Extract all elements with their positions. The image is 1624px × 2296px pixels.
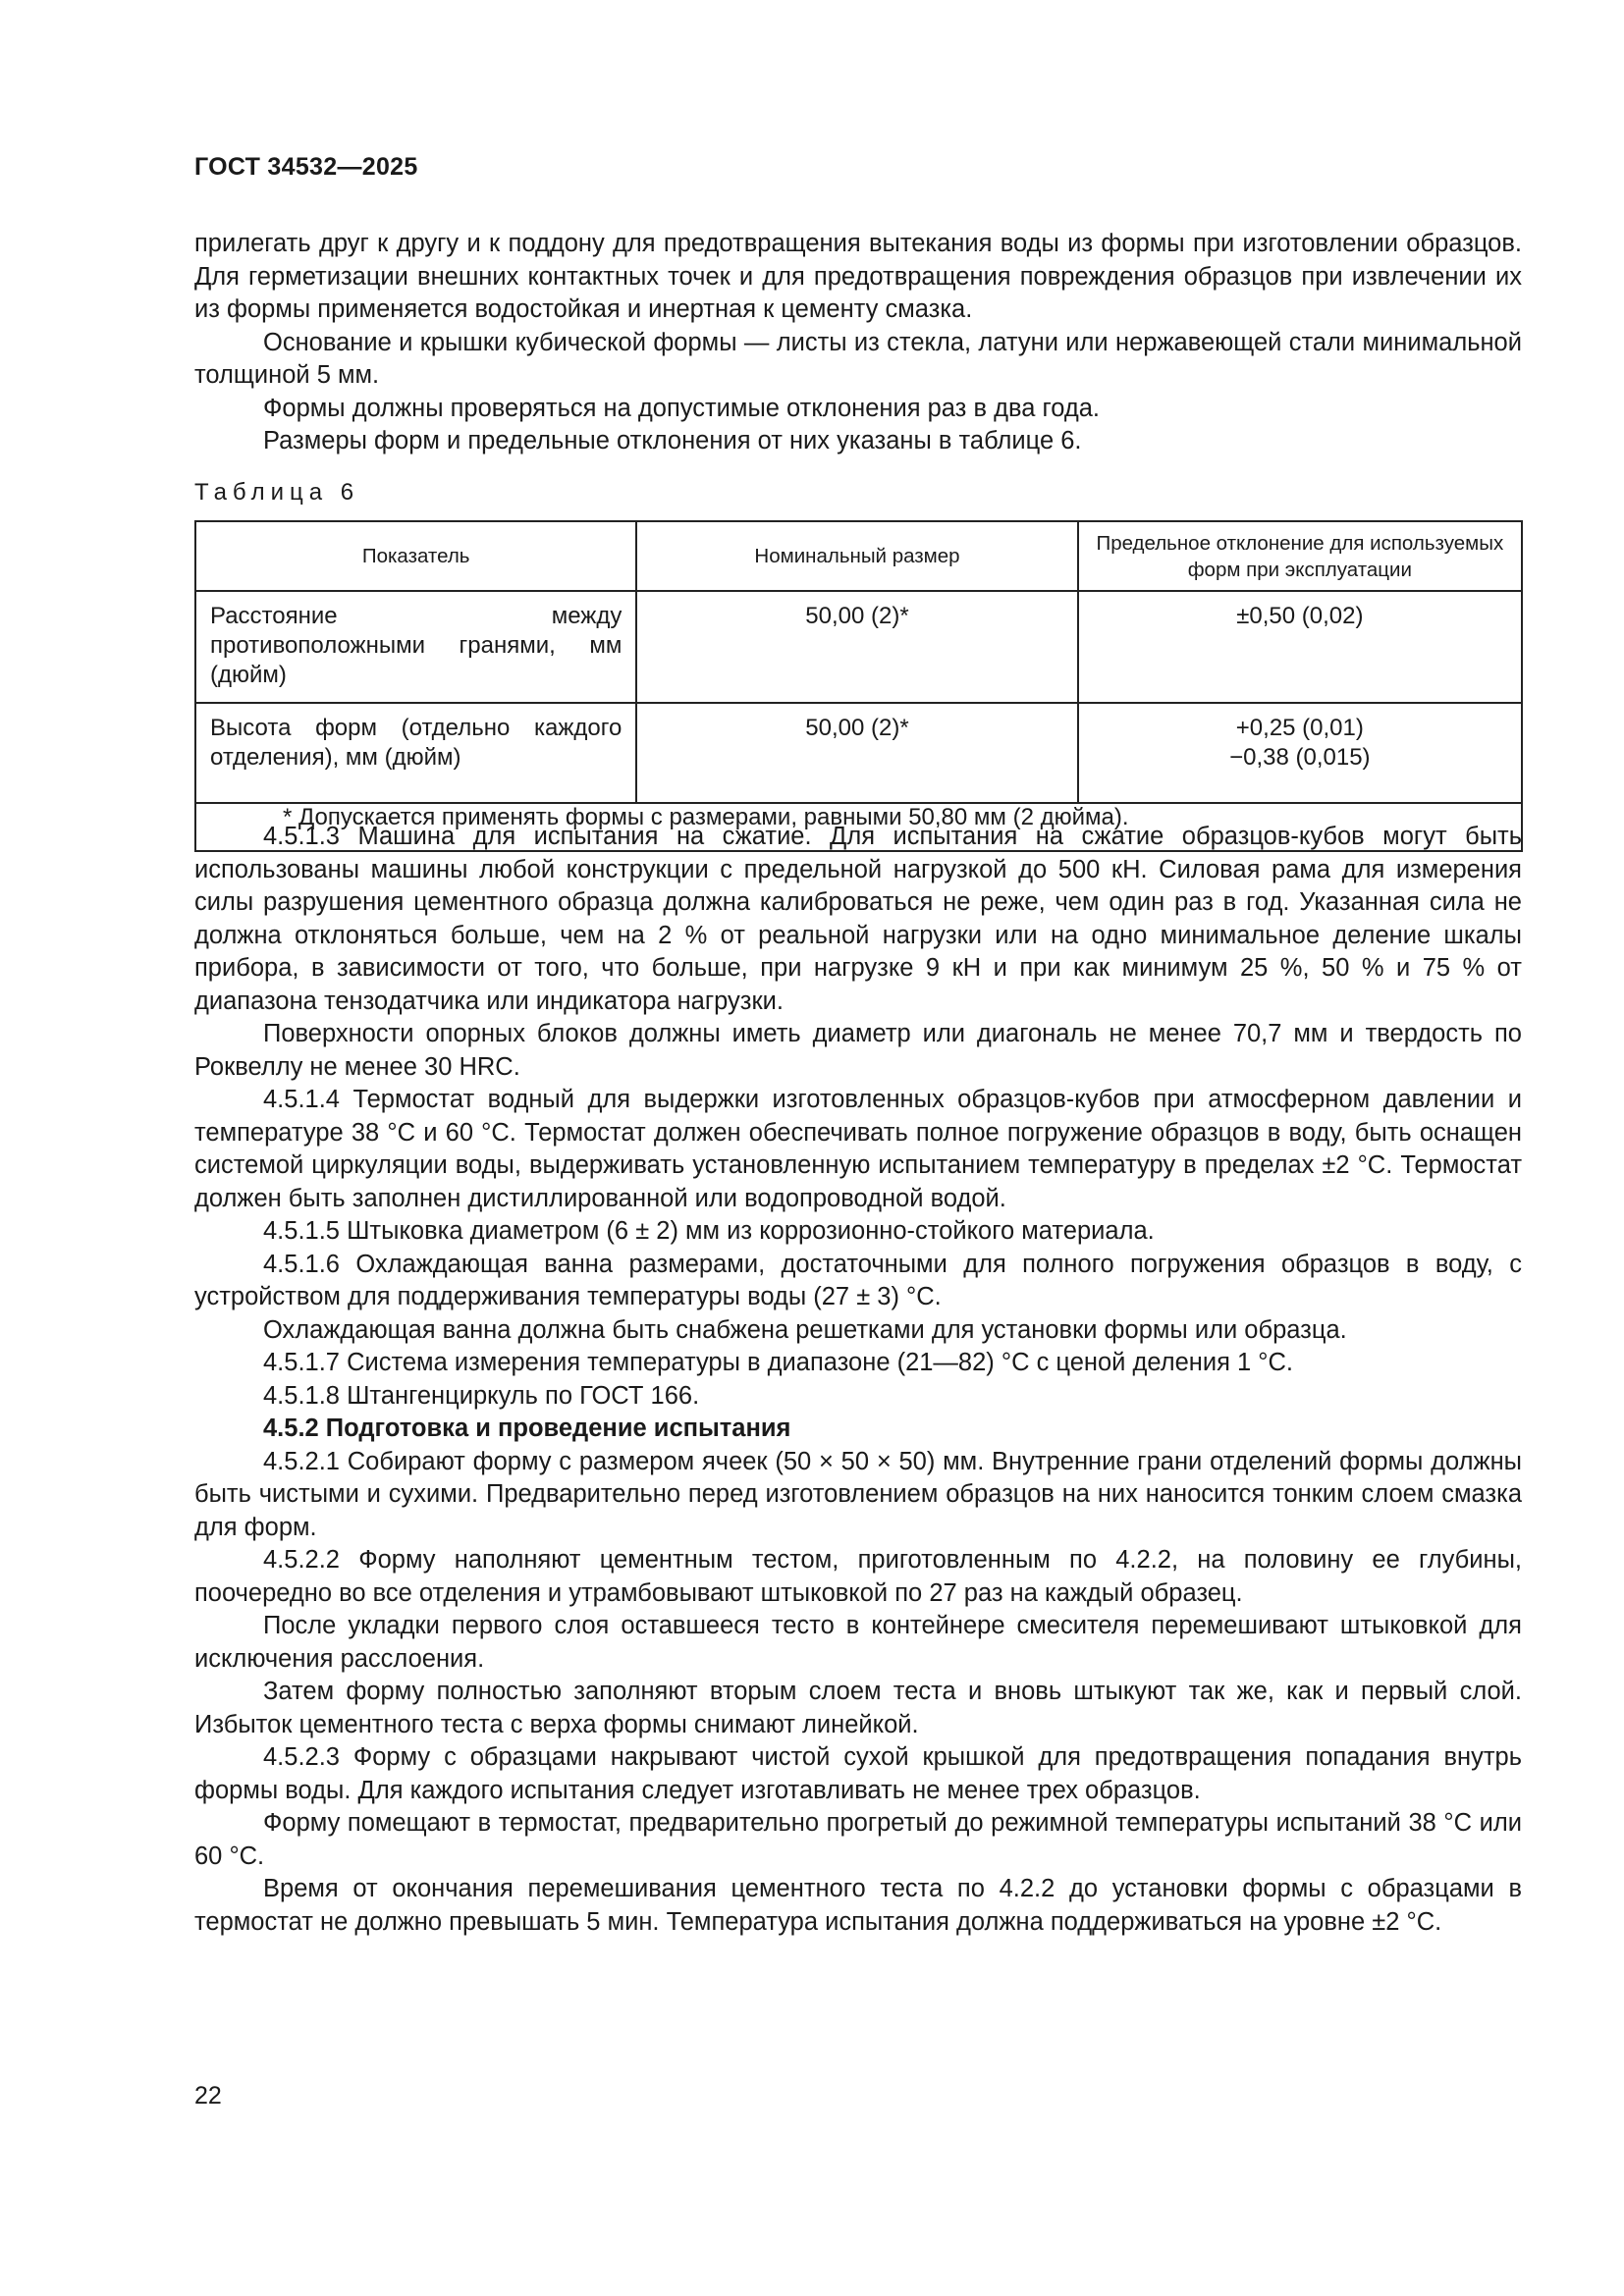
paragraph: Охлаждающая ванна должна быть снабжена решетками для установки формы или образца. [263,1315,1347,1344]
section-heading: 4.5.2 Подготовка и проведение испытания [263,1415,791,1442]
paragraph: 4.5.2.2 Форму наполняют цементным тестом, приготовленным по 4.2.2, на половину ее глубины, поочередно во все отделения и утрамбовывают штыковкой по 27 раз на каждый образец. [194,1546,1522,1607]
deviation-value-upper: +0,25 (0,01) [1235,715,1364,741]
page-number: 22 [194,2082,222,2109]
cell-nominal: 50,00 (2)* [636,591,1077,703]
table-footnote: * Допускается применять формы с размерами, равными 50,80 мм (2 дюйма). [195,803,1522,851]
dimensions-table [194,520,1523,852]
deviation-value-lower: −0,38 (0,015) [1229,744,1371,771]
body-text [194,821,1522,1939]
cell-indicator: Высота форм (отдельно каждого отделения), мм (дюйм) [195,703,636,803]
header-nominal: Номинальный размер [636,521,1077,591]
paragraph: 4.5.1.6 Охлаждающая ванна размерами, достаточными для полного погружения образцов в воду, с устройством для поддерживания температуры воды (27 ± 3) °С. [194,1250,1522,1310]
page-header: ГОСТ 34532—2025 [194,153,418,181]
paragraph: Размеры форм и предельные отклонения от них указаны в таблице 6. [263,427,1082,454]
paragraph: Формы должны проверяться на допустимые отклонения раз в два года. [263,394,1101,422]
table-row [195,591,1522,703]
paragraph: прилегать друг к другу и к поддону для предотвращения вытекания воды из формы при изготовлении образцов. Для герметизации внешних контактных точек и для предотвращения повреждения образцов при извлечении их из формы применяется водостойкая и инертная к цементу смазка. [194,230,1522,323]
paragraph: Время от окончания перемешивания цементного теста по 4.2.2 до установки формы с образцами в термостат не должно превышать 5 мин. Температура испытания должна поддерживаться на уровне ±2 °С. [194,1875,1522,1936]
paragraph: После укладки первого слоя оставшееся тесто в контейнере смесителя перемешивают штыковкой для исключения расслоения. [194,1612,1522,1673]
paragraph: Основание и крышки кубической формы — листы из стекла, латуни или нержавеющей стали минимальной толщиной 5 мм. [194,328,1522,389]
cell-deviation [1078,703,1522,803]
table-caption: Таблица 6 [194,479,360,506]
paragraph: Затем форму полностью заполняют вторым слоем теста и вновь штыкуют так же, как и первый слой. Избыток цементного теста с верха формы снимают линейкой. [194,1678,1522,1738]
header-deviation-text: Предельное отклонение для используемых форм при эксплуатации [1096,531,1504,581]
cell-deviation [1078,591,1522,703]
cell-nominal: 50,00 (2)* [636,703,1077,803]
paragraph: 4.5.1.3 Машина для испытания на сжатие. Для испытания на сжатие образцов-кубов могут быть использованы машины любой конструкции с предельной нагрузкой до 500 кН. Силовая рама для измерения силы разрушения цементного образца должна калиброваться не реже, чем один раз в год. Указанная сила не должна отклоняться больше, чем на 2 % от реальной нагрузки или на одно минимальное деление шкалы прибора, в зависимости от того, что больше, при нагрузке 9 кН и при как минимум 25 %, 50 % и 75 % от диапазона тензодатчика или индикатора нагрузки. [194,823,1522,1015]
paragraph: Поверхности опорных блоков должны иметь диаметр или диагональ не менее 70,7 мм и твердость по Роквеллу не менее 30 HRC. [194,1020,1522,1081]
paragraph: 4.5.1.4 Термостат водный для выдержки изготовленных образцов-кубов при атмосферном давлении и температуре 38 °С и 60 °С. Термостат должен обеспечивать полное погружение образцов в воду, быть оснащен системой циркуляции воды, выдерживать установленную испытанием температуру в пределах ±2 °С. Термостат должен быть заполнен дистиллированной или водопроводной водой. [194,1086,1522,1212]
header-indicator: Показатель [195,521,636,591]
table-header-row [195,521,1522,591]
paragraph: 4.5.2.1 Собирают форму с размером ячеек (50 × 50 × 50) мм. Внутренние грани отделений формы должны быть чистыми и сухими. Предварительно перед изготовлением образцов на них наносится тонким слоем смазка для форм. [194,1447,1522,1541]
table-row [195,703,1522,803]
paragraph: 4.5.2.3 Форму с образцами накрывают чистой сухой крышкой для предотвращения попадания внутрь формы воды. Для каждого испытания следует изготавливать не менее трех образцов. [194,1743,1522,1804]
intro-text [194,228,1522,458]
header-deviation [1078,521,1522,591]
paragraph: Форму помещают в термостат, предварительно прогретый до режимной температуры испытаний 38 °С или 60 °С. [194,1809,1522,1870]
deviation-value: ±0,50 (0,02) [1236,603,1364,629]
paragraph: 4.5.1.8 Штангенциркуль по ГОСТ 166. [263,1381,700,1410]
paragraph: 4.5.1.7 Система измерения температуры в диапазоне (21—82) °С с ценой деления 1 °С. [263,1349,1293,1376]
paragraph: 4.5.1.5 Штыковка диаметром (6 ± 2) мм из коррозионно-стойкого материала. [263,1217,1155,1245]
cell-indicator: Расстояние между противоположными гранями, мм (дюйм) [195,591,636,703]
